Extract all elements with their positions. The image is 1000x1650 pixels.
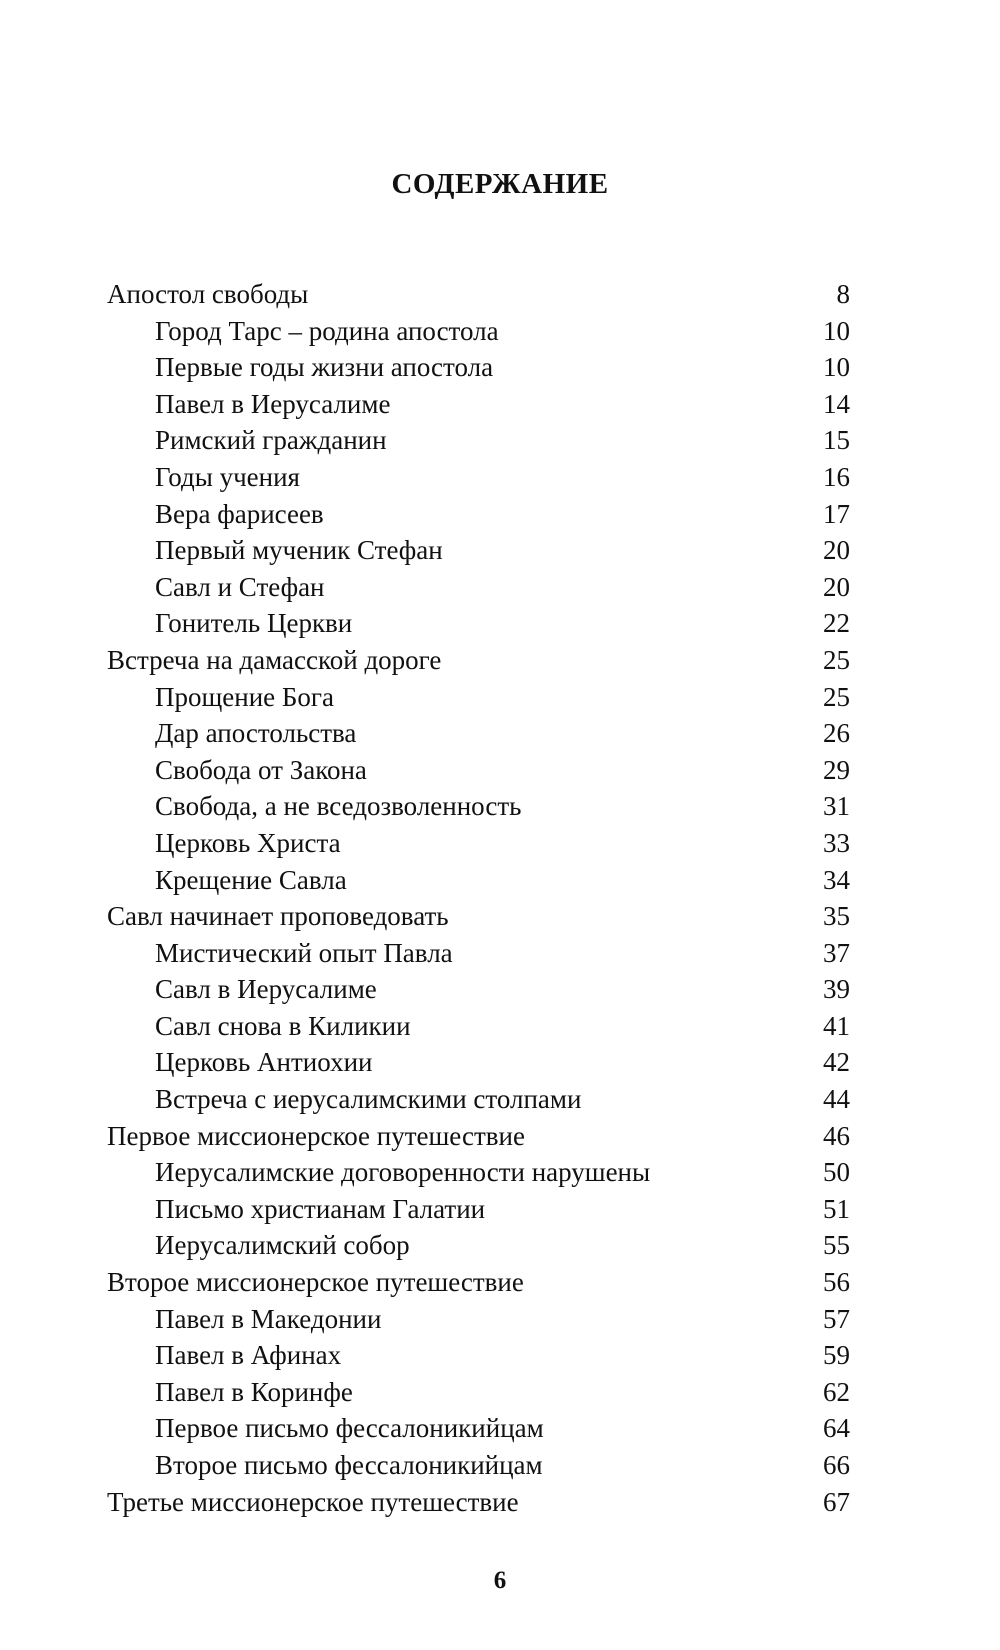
toc-entry-title: Иерусалимский собор <box>155 1230 410 1261</box>
toc-section-entry <box>107 605 850 642</box>
toc-entry-page: 51 <box>823 1193 850 1224</box>
toc-entry-title: Церковь Антиохии <box>155 1047 373 1078</box>
toc-section-entry <box>107 1154 850 1191</box>
toc-entry-title: Встреча с иерусалимскими столпами <box>155 1084 582 1115</box>
toc-entry-title: Первые годы жизни апостола <box>155 352 494 383</box>
toc-entry-page: 14 <box>823 388 850 419</box>
toc-entry-page: 16 <box>823 461 850 492</box>
table-of-contents <box>107 276 850 1520</box>
toc-chapter-entry <box>107 1118 850 1155</box>
toc-section-entry <box>107 825 850 862</box>
toc-entry-title: Павел в Иерусалиме <box>155 388 391 419</box>
toc-entry-title: Крещение Савла <box>155 864 347 895</box>
toc-entry-page: 64 <box>823 1413 850 1444</box>
toc-entry-page: 46 <box>823 1120 850 1151</box>
toc-entry-page: 67 <box>823 1486 850 1517</box>
toc-entry-page: 62 <box>823 1376 850 1407</box>
toc-entry-page: 20 <box>823 535 850 566</box>
toc-section-entry <box>107 1008 850 1045</box>
toc-entry-title: Савл снова в Киликии <box>155 1010 411 1041</box>
toc-entry-page: 34 <box>823 864 850 895</box>
toc-entry-page: 10 <box>823 352 850 383</box>
toc-section-entry <box>107 349 850 386</box>
toc-entry-page: 17 <box>823 498 850 529</box>
toc-entry-page: 26 <box>823 718 850 749</box>
toc-section-entry <box>107 532 850 569</box>
toc-section-entry <box>107 1227 850 1264</box>
toc-section-entry <box>107 715 850 752</box>
toc-entry-title: Третье миссионерское путешествие <box>107 1486 519 1517</box>
toc-entry-page: 55 <box>823 1230 850 1261</box>
toc-entry-title: Дар апостольства <box>155 718 357 749</box>
toc-section-entry <box>107 679 850 716</box>
toc-section-entry <box>107 1410 850 1447</box>
toc-section-entry <box>107 1374 850 1411</box>
toc-entry-title: Римский гражданин <box>155 425 387 456</box>
toc-entry-title: Второе миссионерское путешествие <box>107 1267 524 1298</box>
toc-entry-title: Павел в Македонии <box>155 1303 382 1334</box>
toc-chapter-entry <box>107 1484 850 1521</box>
toc-entry-page: 29 <box>823 754 850 785</box>
toc-entry-title: Письмо христианам Галатии <box>155 1193 486 1224</box>
toc-chapter-entry <box>107 1264 850 1301</box>
toc-section-entry <box>107 935 850 972</box>
toc-entry-title: Годы учения <box>155 461 300 492</box>
toc-entry-page: 22 <box>823 608 850 639</box>
toc-section-entry <box>107 569 850 606</box>
toc-entry-page: 33 <box>823 827 850 858</box>
toc-section-entry <box>107 1301 850 1338</box>
toc-entry-page: 39 <box>823 974 850 1005</box>
page-number: 6 <box>493 1567 507 1594</box>
toc-entry-page: 50 <box>823 1157 850 1188</box>
toc-entry-page: 37 <box>823 937 850 968</box>
toc-entry-page: 42 <box>823 1047 850 1078</box>
page-title: СОДЕРЖАНИЕ <box>391 168 609 200</box>
toc-entry-title: Апостол свободы <box>107 279 309 309</box>
toc-section-entry <box>107 1337 850 1374</box>
toc-entry-title: Мистический опыт Павла <box>155 937 453 968</box>
toc-entry-title: Павел в Коринфе <box>155 1376 353 1407</box>
toc-chapter-entry <box>107 276 850 313</box>
toc-entry-title: Церковь Христа <box>155 827 341 858</box>
toc-entry-page: 25 <box>823 681 850 712</box>
toc-entry-page: 59 <box>823 1340 850 1371</box>
toc-entry-page: 25 <box>823 644 850 675</box>
toc-entry-title: Савл и Стефан <box>155 571 325 602</box>
toc-section-entry <box>107 971 850 1008</box>
toc-entry-title: Вера фарисеев <box>155 498 324 529</box>
toc-entry-page: 10 <box>823 315 850 346</box>
toc-entry-title: Свобода, а не вседозволенность <box>155 791 522 822</box>
toc-section-entry <box>107 752 850 789</box>
toc-entry-title: Павел в Афинах <box>155 1340 342 1371</box>
toc-entry-title: Встреча на дамасской дороге <box>107 644 442 675</box>
toc-section-entry <box>107 1044 850 1081</box>
toc-section-entry <box>107 1447 850 1484</box>
toc-entry-title: Прощение Бога <box>155 681 334 712</box>
toc-section-entry <box>107 1081 850 1118</box>
toc-section-entry <box>107 862 850 899</box>
toc-entry-title: Иерусалимские договоренности нарушены <box>155 1157 651 1188</box>
toc-section-entry <box>107 386 850 423</box>
toc-entry-page: 41 <box>823 1010 850 1041</box>
toc-chapter-entry <box>107 642 850 679</box>
toc-entry-title: Первый мученик Стефан <box>155 535 443 566</box>
toc-section-entry <box>107 313 850 350</box>
toc-entry-page: 8 <box>836 279 850 309</box>
toc-entry-title: Гонитель Церкви <box>155 608 353 639</box>
toc-entry-title: Первое письмо фессалоникийцам <box>155 1413 544 1444</box>
toc-entry-title: Савл начинает проповедовать <box>107 901 449 932</box>
toc-entry-page: 31 <box>823 791 850 822</box>
toc-section-entry <box>107 1191 850 1228</box>
toc-entry-page: 57 <box>823 1303 850 1334</box>
toc-entry-title: Савл в Иерусалиме <box>155 974 377 1005</box>
toc-entry-page: 15 <box>823 425 850 456</box>
toc-section-entry <box>107 788 850 825</box>
toc-section-entry <box>107 496 850 533</box>
toc-entry-title: Город Тарс – родина апостола <box>155 315 499 346</box>
toc-section-entry <box>107 422 850 459</box>
toc-entry-page: 56 <box>823 1267 850 1298</box>
toc-entry-page: 44 <box>823 1084 850 1115</box>
toc-entry-page: 66 <box>823 1450 850 1480</box>
toc-entry-title: Свобода от Закона <box>155 754 367 785</box>
toc-entry-title: Второе письмо фессалоникийцам <box>155 1450 543 1480</box>
toc-entry-title: Первое миссионерское путешествие <box>107 1120 525 1151</box>
toc-chapter-entry <box>107 898 850 935</box>
toc-entry-page: 20 <box>823 571 850 602</box>
toc-entry-page: 35 <box>823 901 850 932</box>
toc-section-entry <box>107 459 850 496</box>
